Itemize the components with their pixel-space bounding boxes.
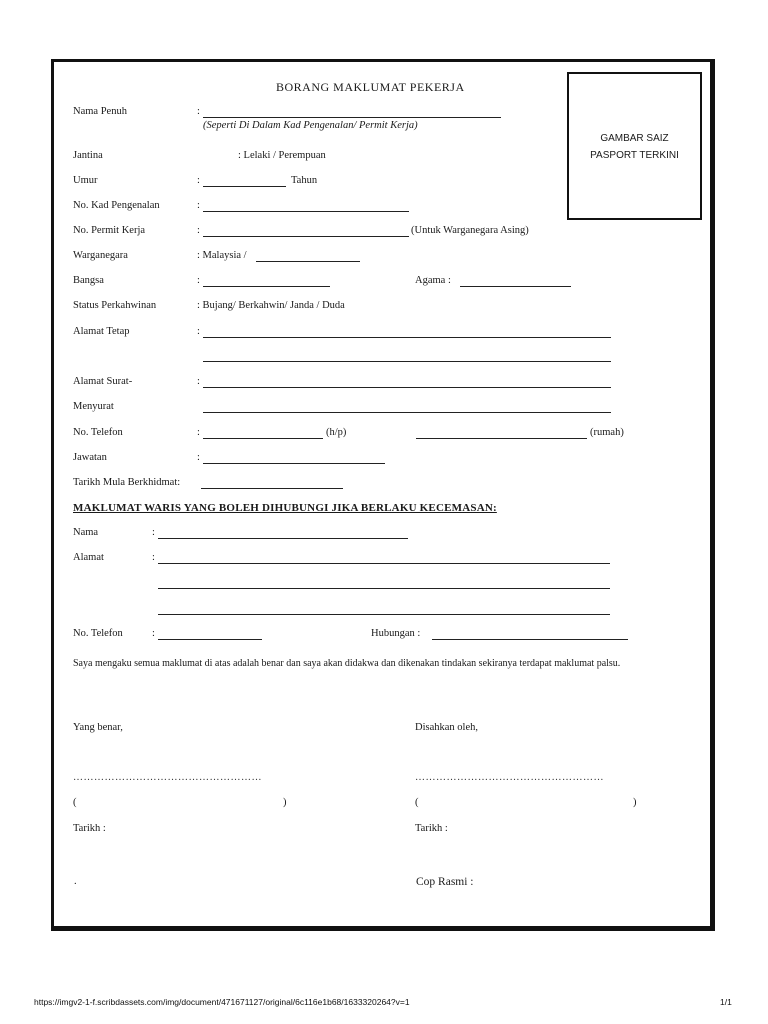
- label-hubungan: Hubungan :: [371, 628, 421, 639]
- colon: :: [152, 628, 155, 639]
- label-jantina: Jantina: [73, 150, 103, 161]
- colon: :: [197, 326, 200, 337]
- label-status-perkahwinan: Status Perkahwinan: [73, 300, 157, 311]
- field-bangsa[interactable]: [203, 286, 330, 287]
- colon: :: [197, 225, 200, 236]
- name-paren-close-right: ): [633, 797, 637, 808]
- passport-photo-box: [567, 72, 702, 220]
- field-no-permit-kerja[interactable]: [203, 236, 409, 237]
- label-hp: (h/p): [326, 427, 347, 438]
- label-tarikh-mula-berkhidmat: Tarikh Mula Berkhidmat:: [73, 477, 181, 488]
- field-telefon-rumah[interactable]: [416, 438, 587, 439]
- note-nama-penuh: (Seperti Di Dalam Kad Pengenalan/ Permit Kerja): [203, 120, 418, 131]
- value-warganegara: : Malaysia /: [197, 250, 247, 261]
- field-waris-alamat-2[interactable]: [158, 588, 610, 589]
- field-jawatan[interactable]: [203, 463, 385, 464]
- field-alamat-surat-2[interactable]: [203, 412, 611, 413]
- section-title-waris: MAKLUMAT WARIS YANG BOLEH DIHUBUNGI JIKA BERLAKU KECEMASAN:: [73, 502, 497, 514]
- field-waris-nama[interactable]: [158, 538, 408, 539]
- label-no-kad-pengenalan: No. Kad Pengenalan: [73, 200, 160, 211]
- colon: :: [197, 275, 200, 286]
- field-alamat-tetap-1[interactable]: [203, 337, 611, 338]
- label-agama: Agama :: [415, 275, 451, 286]
- field-nama-penuh[interactable]: [203, 117, 501, 118]
- label-waris-nama: Nama: [73, 527, 99, 538]
- colon: :: [152, 527, 155, 538]
- value-jantina[interactable]: : Lelaki / Perempuan: [238, 150, 326, 161]
- field-no-kad-pengenalan[interactable]: [203, 211, 409, 212]
- label-nama-penuh: Nama Penuh: [73, 106, 127, 117]
- field-alamat-surat-1[interactable]: [203, 387, 611, 388]
- signature-line-left[interactable]: ………………………………………………: [73, 772, 262, 783]
- label-alamat-tetap: Alamat Tetap: [73, 326, 130, 337]
- label-tarikh-right: Tarikh :: [415, 823, 448, 834]
- field-umur[interactable]: [203, 186, 286, 187]
- label-menyurat: Menyurat: [73, 401, 114, 412]
- label-waris-telefon: No. Telefon: [73, 628, 123, 639]
- colon: :: [152, 552, 155, 563]
- label-jawatan: Jawatan: [73, 452, 107, 463]
- field-waris-telefon[interactable]: [158, 639, 262, 640]
- label-tarikh-left: Tarikh :: [73, 823, 106, 834]
- label-bangsa: Bangsa: [73, 275, 104, 286]
- field-hubungan[interactable]: [432, 639, 628, 640]
- field-agama[interactable]: [460, 286, 571, 287]
- field-waris-alamat-1[interactable]: [158, 563, 610, 564]
- colon: :: [197, 452, 200, 463]
- label-rumah: (rumah): [590, 427, 624, 438]
- footer-url[interactable]: https://imgv2-1-f.scribdassets.com/img/document/471671127/original/6c116e1b68/1633320264?v=1: [34, 997, 410, 1007]
- field-tarikh-mula-berkhidmat[interactable]: [201, 488, 343, 489]
- photo-box-line2: PASPORT TERKINI: [590, 150, 679, 161]
- bottom-left-mark: .: [74, 876, 77, 887]
- colon: :: [197, 175, 200, 186]
- label-warganegara: Warganegara: [73, 250, 128, 261]
- label-yang-benar: Yang benar,: [73, 722, 123, 733]
- footer-page-number: 1/1: [720, 997, 732, 1007]
- form-title: BORANG MAKLUMAT PEKERJA: [276, 80, 465, 94]
- label-no-permit-kerja: No. Permit Kerja: [73, 225, 146, 236]
- declaration-text: Saya mengaku semua maklumat di atas adalah benar dan saya akan didakwa dan dikenakan tindakan sekiranya terdapat maklumat palsu.: [73, 658, 621, 669]
- label-no-telefon: No. Telefon: [73, 427, 123, 438]
- note-permit-kerja: (Untuk Warganegara Asing): [411, 225, 529, 236]
- field-waris-alamat-3[interactable]: [158, 614, 610, 615]
- colon: :: [197, 427, 200, 438]
- field-alamat-tetap-2[interactable]: [203, 361, 611, 362]
- signature-line-right[interactable]: ………………………………………………: [415, 772, 604, 783]
- label-umur: Umur: [73, 175, 98, 186]
- name-paren-open-right: (: [415, 797, 419, 808]
- label-disahkan-oleh: Disahkan oleh,: [415, 722, 478, 733]
- colon: :: [197, 376, 200, 387]
- label-cop-rasmi: Cop Rasmi :: [416, 876, 474, 888]
- value-status-perkahwinan[interactable]: : Bujang/ Berkahwin/ Janda / Duda: [197, 300, 345, 311]
- field-warganegara-lain[interactable]: [256, 261, 360, 262]
- colon: :: [197, 106, 200, 117]
- label-waris-alamat: Alamat: [73, 552, 104, 563]
- name-paren-open-left: (: [73, 797, 77, 808]
- label-alamat-surat: Alamat Surat-: [73, 376, 133, 387]
- label-tahun: Tahun: [291, 175, 318, 186]
- field-telefon-hp[interactable]: [203, 438, 323, 439]
- colon: :: [197, 200, 200, 211]
- photo-box-line1: GAMBAR SAIZ: [600, 133, 669, 144]
- name-paren-close-left: ): [283, 797, 287, 808]
